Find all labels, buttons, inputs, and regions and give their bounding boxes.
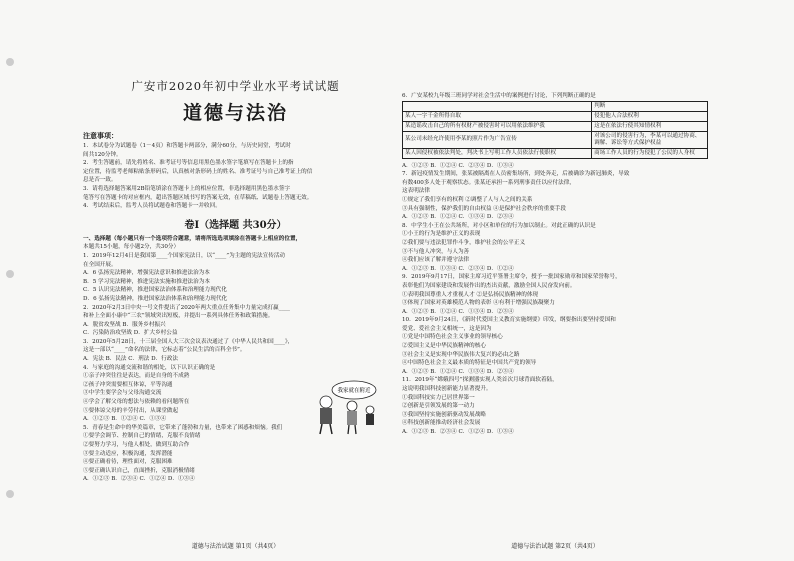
question-line: 1．2019年12月4日是我国第____个国家宪法日，以“____”为主题的宪法宣传活动 (83, 252, 286, 259)
table-cell: 某公司未经允许使用李某的照片作为广告宣传 (403, 131, 592, 148)
question-line: A．脱贫攻坚战 B．服务乡村振兴 (83, 321, 166, 328)
question-line: ①亲子冲突往往是表达，而是自身的不成熟 (83, 373, 190, 380)
exam-title: 广安市2020年初中学业水平考试试题 (131, 79, 340, 93)
cartoon-illustration (308, 376, 382, 436)
table-cell: 某人因侵权被依法判处，判决书上写明工作人员依法行使职权 (403, 148, 592, 158)
note-line: 息是否一致。 (83, 177, 117, 184)
question-line: ②爱国主义是中华民族精神的核心 (402, 343, 486, 350)
binder-hole (6, 490, 14, 498)
question-line: ④要正确看待，理性面对，克服困难 (83, 459, 173, 466)
question-line: 和补上全面小康中“三农”领域突出短板，并提出一系列具体任务和政策措施。 (83, 313, 274, 320)
question-line: ④中国特色社会主义最本质的特征是中国共产党的领导 (402, 360, 537, 367)
question-line: ①要学会调节、控制自己的情绪，克服不良情绪 (83, 433, 201, 440)
table-cell: 商场工作人员的行为侵犯了公民的人身权 (592, 148, 708, 158)
question-line: 11．2019年“嫦娥四号”探测器实现人类首次月球背面软着陆， (402, 377, 558, 384)
question-line: ⑤要体谅父母的辛劳付出，从课堂做起 (83, 407, 179, 414)
question-line: A．①②③ B．②③④ C．①②④ D．①③④ (83, 476, 195, 483)
question-line: ④学会了解父母的想法与依赖的看问题所在 (83, 399, 190, 406)
question-line: D．6 弘扬宪法精神，推进国家法治体系和治理能力现代化 (83, 295, 228, 302)
question-line: B．5 学习宪法精神，推进宪法实施和推进法治为本 (83, 278, 210, 285)
question-line: A．①②③ B．①②④ C．①③④ D．②③④ (402, 308, 514, 315)
question-line: ③要主动适应，积极沟通，发挥潜能 (83, 450, 173, 457)
question-line: A．①②③ B．①③④ C．②③④ D．①②④ (402, 265, 514, 272)
question-line: A．6 弘扬宪法精神，增强宪法意识和推进法治为本 (83, 270, 210, 277)
question-line: ⑤要正确认识自己，直面挫折，克服消极情绪 (83, 467, 195, 474)
question-line: 8．中学生小王在公共场所，对小区和单位的行为加以制止。对此正确的认识是 (402, 222, 596, 229)
question-line: ④我们应该了解并遵守法律 (402, 257, 470, 264)
question-line: 3．2020年5月28日，十三届全国人大三次会议表决通过了《中华人民共和国____》， (83, 338, 294, 345)
question-line: 5．青春是生命中的华美篇章，它带来了蓬勃和力量，也带来了困惑和烦恼。我们 (83, 424, 283, 431)
binder-hole (6, 58, 14, 66)
page-footer: 道德与法治试题 第1页（共4页） (191, 543, 280, 550)
question-line: ②要努力学习，与他人相处，做到互助合作 (83, 442, 190, 448)
table-row (403, 148, 708, 158)
question-line: ③中学生要学会与父母沟通交流 (83, 390, 162, 397)
note-line: 定位置，待监考老师粘贴条形码后，认真核对条形码上的姓名、准考证号与自己准考证上的信 (83, 168, 313, 175)
question-line: ②孩子冲突需要相互体谅，平等沟通 (83, 381, 173, 388)
question-line: 10．2019年9月24日，《新时代爱国主义教育实施纲要》印发，纲要指出要坚持爱国和 (402, 317, 616, 324)
note-line: 2．考生答题前，请先将姓名、准考证号等信息用黑色墨水签字笔填写在答题卡上的指 (83, 160, 294, 167)
question-line: 爱党、爱社会主义相统一，这是因为 (402, 325, 492, 332)
questions-list (402, 162, 708, 437)
note-line: 笔答写在答题卡的对应框内，超出答题区域书写的答案无效，在草稿纸、试题卷上答题无效。 (83, 194, 313, 201)
question-line: A．①②③ B．②③④ C．①②④ D．①③④ (402, 429, 514, 435)
binder-hole (6, 270, 14, 278)
question-line: 这说明我国科技创新能力显著提升。 (402, 386, 492, 393)
question-line: A．①②③ B．①②④ C．①③④ D．②③④ (402, 368, 514, 375)
question-line: A．①②③ B．①②④ C．①③④ D．②③④ (402, 214, 514, 221)
question-line: ②我们要与违法犯罪作斗争，维护社会的公平正义 (402, 239, 526, 246)
table-row (403, 111, 708, 121)
volume-heading: 卷Ⅰ（选择题 共30分） (184, 219, 287, 231)
judgment-table (402, 101, 708, 159)
question-line: ①规定了我们享有的权利 ②调整了人与人之间的关系 (402, 196, 533, 203)
question-line: ①表明我国尊重人才重视人才 ②是弘扬民族精神的体现 (402, 291, 539, 298)
table-row (403, 131, 708, 148)
table-cell: 某人一字千金所得自取 (403, 111, 592, 121)
exam-page-1 (83, 70, 388, 550)
question-line: A．宪法 B．民法 C．刑法 D．行政法 (83, 356, 178, 363)
questions-list (83, 243, 388, 484)
table-cell: 侵犯他人合法权利 (592, 111, 708, 121)
question-line: ③具有强制性，保护我们的自由权益 ④是保护社会秩序的重要手段 (402, 205, 566, 212)
question-line: ③体现了国家对英雄模范人物的表彰 ④有利于增强民族凝聚力 (402, 300, 555, 307)
notes-heading: 注意事项： (83, 131, 118, 140)
question-line: 有数400多人处于观察状态。张某还承担一系列刑事责任以应付法律， (402, 179, 575, 186)
question-line: 这表明法律 (402, 188, 430, 195)
question-line: ①我国科技实力已居世界第一 (402, 394, 475, 401)
question-line: C．污染防治攻坚战 D．扩大乡村公益 (83, 330, 178, 337)
subject-title: 道德与法治 (182, 102, 288, 124)
question-line: 表彰他们为国家建设和发展作出的杰出贡献，激励全国人民奋发向前。 (402, 282, 576, 289)
question-line: 4．与家庭的沟通交流和谐的相处，以下认识正确的是 (83, 364, 216, 371)
table-header: 判断 (592, 101, 708, 111)
question-line: A．①②③ B．①②④ C．②③④ D．①③④ (402, 162, 514, 169)
question-line: A．①②③ B．①②④ C．①③④ (83, 416, 167, 423)
question-line: 本题共15小题，每小题2分，共30分） (83, 244, 180, 251)
table-cell: 某造谣攻击自己的所有权财产被侵害时可以用依法维护我 (403, 121, 592, 131)
note-line: 1．本试卷分为试题卷（1－4页）和答题卡两部分，满分60分，与历史同堂，考试时 (83, 143, 291, 149)
question-line: ③不与他人冲突，与人为善 (402, 248, 470, 255)
table-cell: 对该公司的侵害行为，李某可以通过协商、调解、诉讼等方式保护权益 (592, 131, 708, 148)
question-line: 这是一部以“____”命名的法律，它标志着“公民生活的百科全书”。 (83, 347, 246, 354)
question-6-stem: 6．广安某校九年级三班同学对社会生活中的案例进行讨论，下列判断正确的是 (402, 93, 596, 99)
note-line: 4．考试结束后，监考人员将试题卷和答题卡一并收回。 (83, 203, 221, 210)
question-line: ③我国坚持实施创新驱动发展战略 (402, 411, 486, 418)
question-line: ③社会主义是实现中华民族伟大复兴的必由之路 (402, 351, 520, 358)
section-heading: 一、选择题（每小题只有一个选项符合题意，请将所选选项填涂在答题卡上相应的位置， (83, 235, 302, 242)
question-line: 7．新冠疫情发生期间，张某被隔离在人员密集场所，到处奔走，后被确诊为新冠肺炎，导致 (402, 171, 630, 178)
question-line: 9．2019年9月17日，国家主席习近平签署主席令，授予一批国家勋章和国家荣誉称号， (402, 274, 621, 281)
note-line: 间共120分钟。 (83, 151, 122, 158)
page-footer: 道德与法治试题 第2页（共4页） (511, 543, 599, 550)
notes-list (83, 142, 388, 211)
question-line: C．5 认识宪法精神，推进国家法治体系和治理能力现代化 (83, 287, 227, 294)
table-row (403, 121, 708, 131)
question-line: ①小王的行为是维护正义的表现 (402, 231, 481, 238)
exam-page-2 (402, 70, 708, 550)
cartoon-caption: 我家就在附近 (337, 388, 371, 394)
table-cell: 这是在依法行使其知情权利 (592, 121, 708, 131)
note-line: 3．请将选择题答案用2B铅笔填涂在答题卡上的相应位置，非选择题用黑色墨水签字 (83, 185, 291, 192)
question-line: ②创新是引领发展的第一动力 (402, 403, 475, 410)
question-line: ①党是中国特色社会主义事业的领导核心 (402, 334, 503, 341)
table-header (403, 101, 592, 111)
question-line: 2．2020年2月3日中央一号文件提出了2020年两大重点任务集中力量完成打赢____ (83, 304, 290, 311)
question-line: 在全国开展。 (83, 261, 117, 268)
question-line: ④科技创新能推动经济社会发展 (402, 420, 481, 427)
